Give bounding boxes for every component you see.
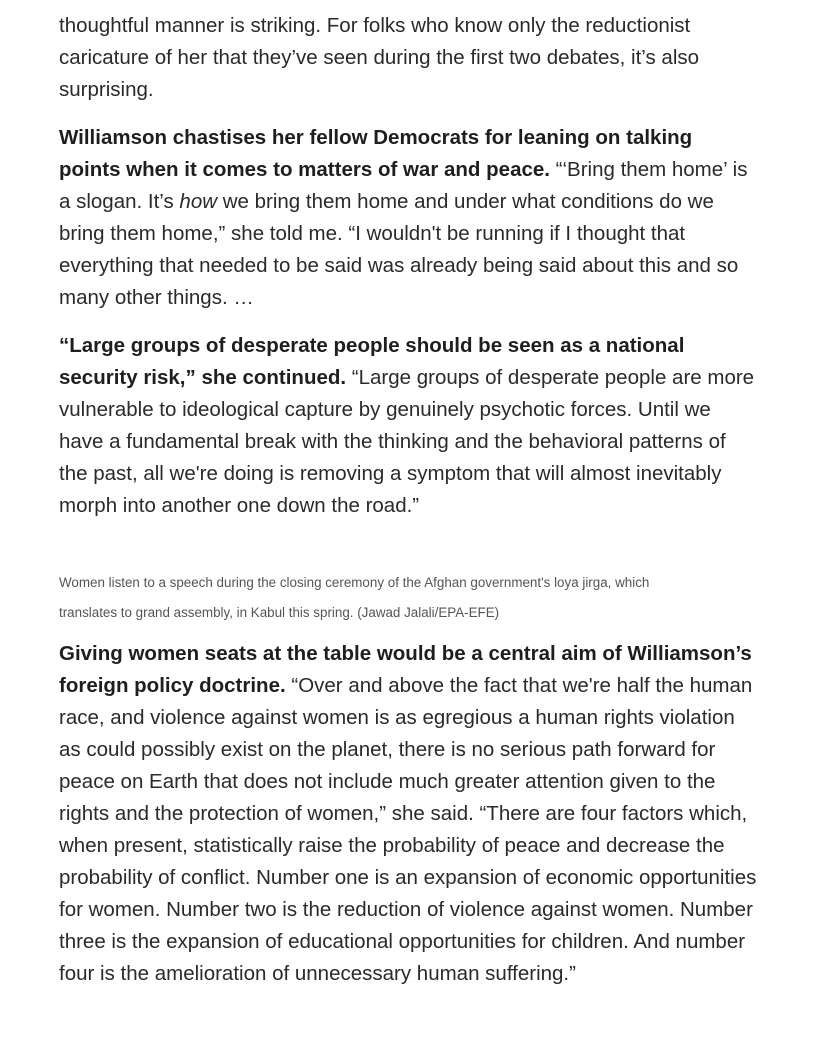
paragraph-text: “‘Bring them home’ is a slogan. It’s [59,158,748,213]
paragraph-text: thoughtful manner is striking. For folks who know only the reductionist caricature of her that they’ve seen during the first two debates, it’s also surprising. [59,14,700,101]
paragraph-security-risk [59,330,759,522]
paragraph-text: “Over and above the fact that we're half the human race, and violence against women is as egregious a human rights violation as could possibly exist on the planet, there is no serious path forward for peace on Earth that does not include much greater attention given to the rights and the protection of women,” she said. “There are four factors which, when present, statistically raise the probability of peace and decrease the probability of conflict. Number one is an expansion of economic opportunities for women. Number two is the reduction of violence against women. Number three is the expansion of educational opportunities for children. And number four is the amelioration of unnecessary human suffering.” [59,674,757,985]
article-body [59,10,759,1006]
emphasis-how: how [179,190,218,213]
caption-line-2: translates to grand assembly, in Kabul this spring. (Jawad Jalali/EPA-EFE) [59,605,500,620]
paragraph-text: “Large groups of desperate people are more vulnerable to ideological capture by genuinely psychotic forces. Until we have a fundamental break with the thinking and the behavioral patterns of the past, all we're doing is removing a symptom that will almost inevitably morph into another one down the road.” [59,366,755,517]
photo-caption [59,568,759,628]
paragraph-lede: Williamson chastises her fellow Democrats for leaning on talking points when it comes to matters of war and peace. [59,126,693,181]
paragraph-women-seats [59,638,759,990]
caption-line-1: Women listen to a speech during the closing ceremony of the Afghan government's loya jirga, which [59,575,650,590]
paragraph-lede: “Large groups of desperate people should be seen as a national security risk,” she continued. [59,334,685,389]
paragraph-lede: Giving women seats at the table would be a central aim of Williamson’s foreign policy doctrine. [59,642,752,697]
paragraph-talking-points [59,122,759,314]
paragraph-text-continued: we bring them home and under what conditions do we bring them home,” she told me. “I wouldn't be running if I thought that everything that needed to be said was already being said about this and so many other things. … [59,190,739,309]
paragraph-striking [59,10,759,106]
